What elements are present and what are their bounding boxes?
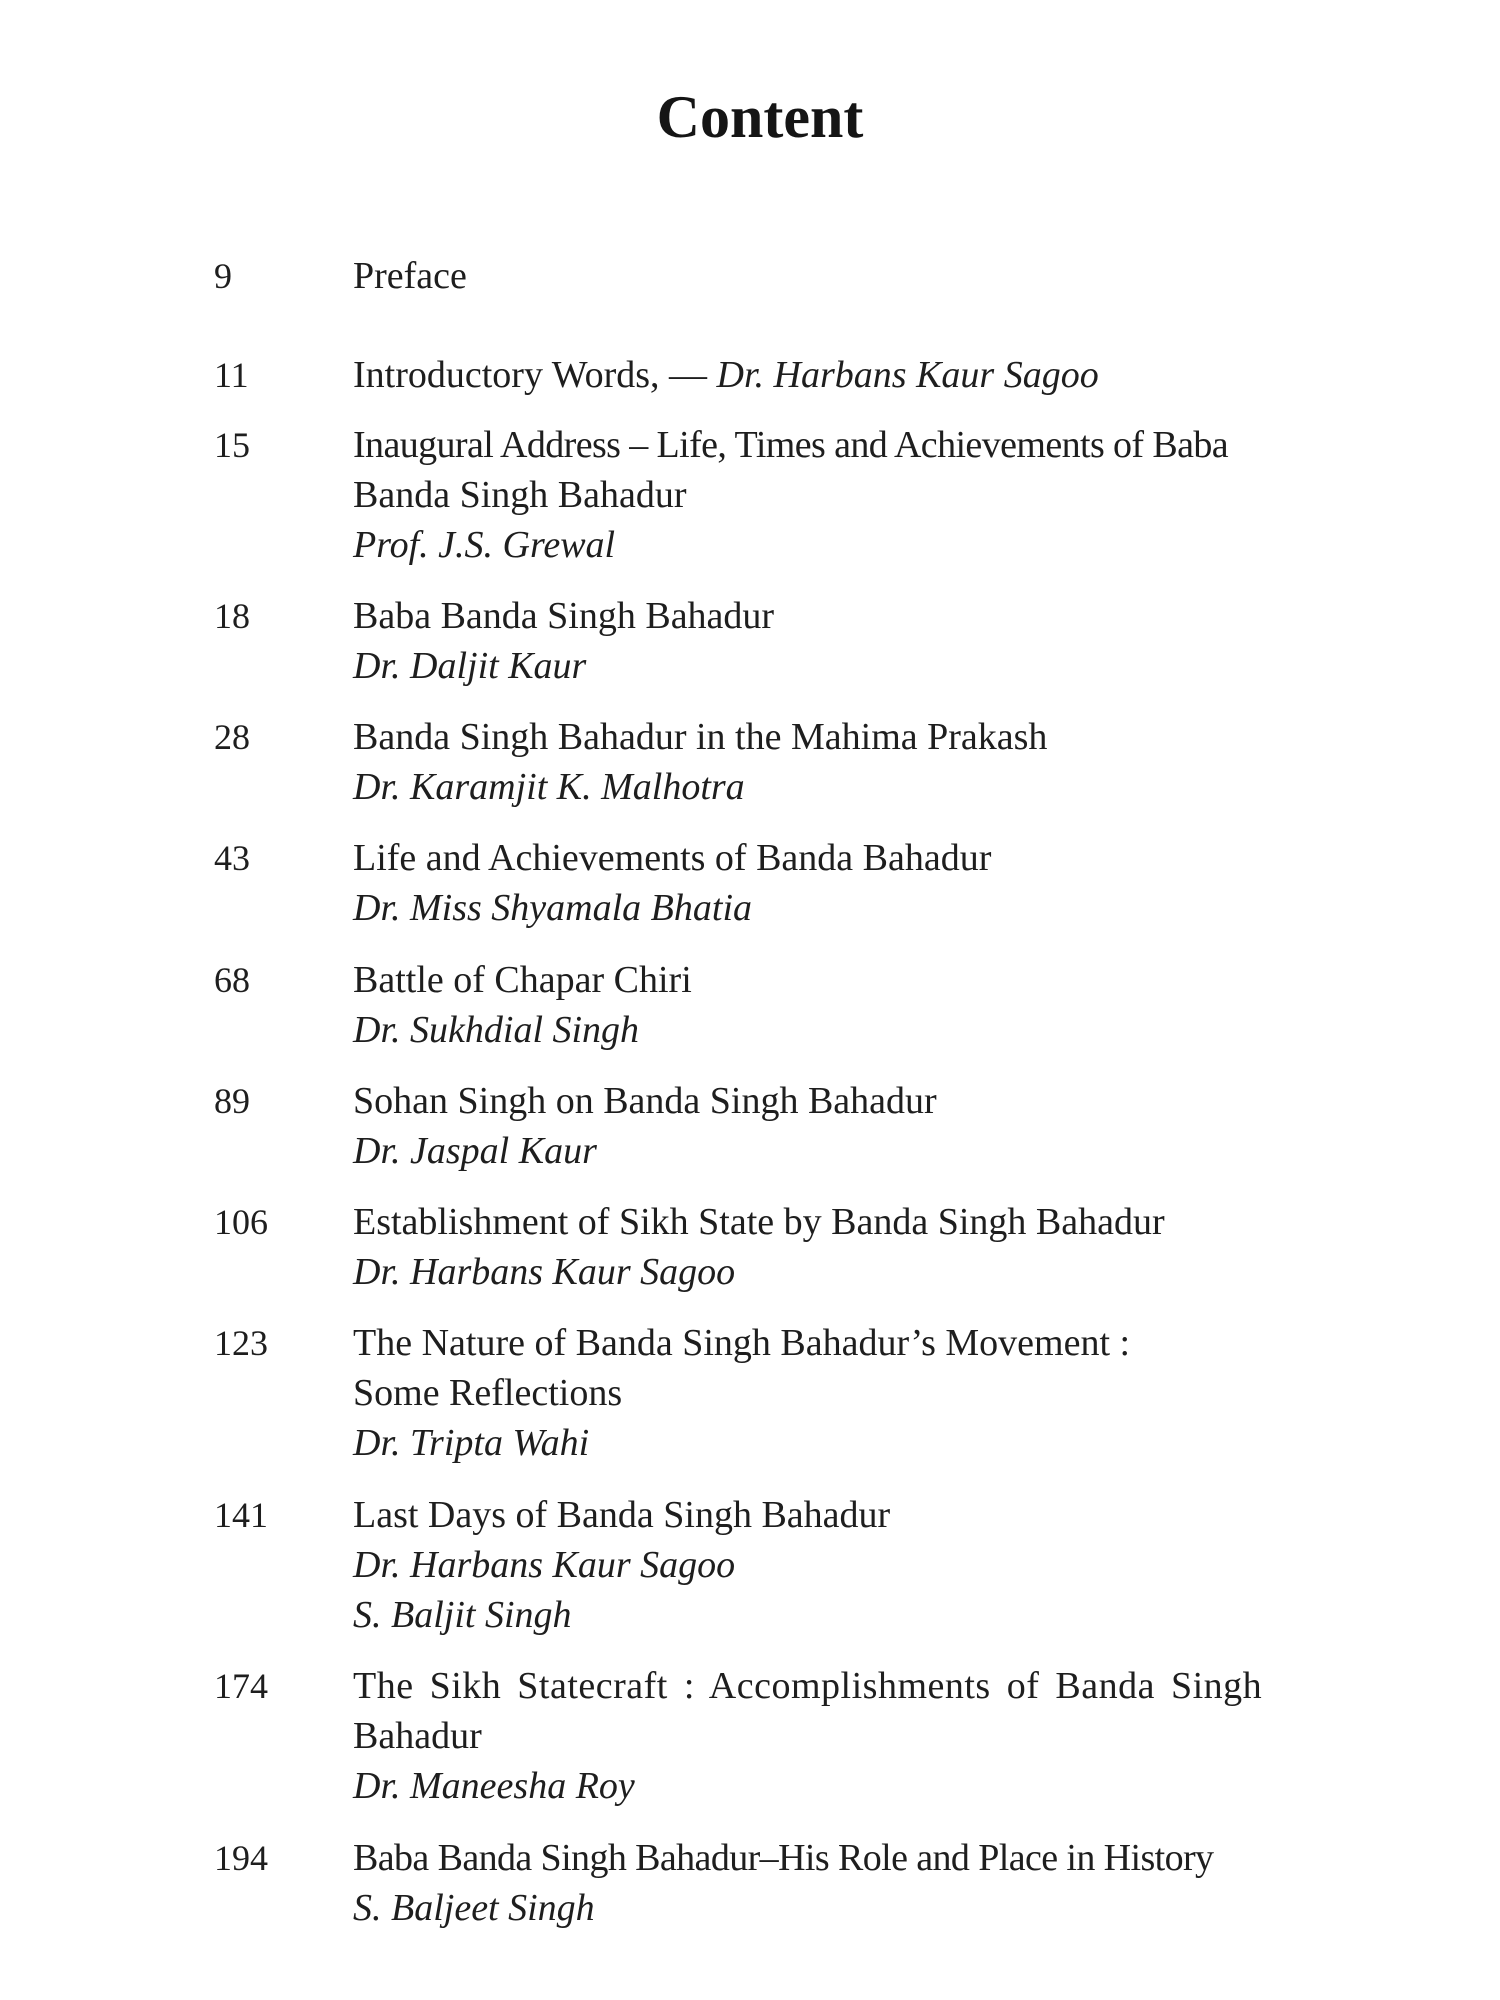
toc-entry-title: Baba Banda Singh Bahadur–His Role and Place in History — [353, 1837, 1214, 1879]
toc-page-number: 141 — [214, 1495, 268, 1535]
toc-entry-title: Battle of Chapar Chiri — [353, 959, 692, 1001]
toc-entry-author: Dr. Jaspal Kaur — [353, 1130, 597, 1172]
toc-page-number: 18 — [214, 596, 250, 636]
toc-page-number: 68 — [214, 960, 250, 1000]
toc-entry-title: Introductory Words, — — [353, 354, 708, 396]
toc-page-number: 28 — [214, 717, 250, 757]
toc-entry-author: Dr. Tripta Wahi — [353, 1422, 590, 1464]
toc-entry-title: The Sikh Statecraft : Accomplishments of Banda Singh — [353, 1665, 1263, 1707]
toc-entry-author: Dr. Harbans Kaur Sagoo — [353, 1251, 736, 1293]
toc-page-number: 194 — [214, 1838, 268, 1878]
toc-entry-title-line — [353, 350, 1433, 400]
toc-page-number: 15 — [214, 425, 250, 465]
toc-entry-author: Dr. Sukhdial Singh — [353, 1009, 640, 1051]
toc-page-number: 106 — [214, 1202, 268, 1242]
toc-entry-author: Dr. Miss Shyamala Bhatia — [353, 887, 752, 929]
toc-entry-title: Banda Singh Bahadur in the Mahima Prakash — [353, 716, 1048, 758]
toc-entry-title: Bahadur — [353, 1715, 482, 1757]
toc-entry-title: Establishment of Sikh State by Banda Singh Bahadur — [353, 1201, 1165, 1243]
page-title: Content — [656, 84, 864, 150]
toc-entry-author: Dr. Harbans Kaur Sagoo — [716, 354, 1099, 396]
toc-entry-title: Life and Achievements of Banda Bahadur — [353, 837, 992, 879]
toc-entry-author: Dr. Harbans Kaur Sagoo — [353, 1544, 736, 1586]
toc-entry-title: Sohan Singh on Banda Singh Bahadur — [353, 1080, 937, 1122]
toc-page-number: 9 — [214, 256, 232, 296]
toc-page-number: 43 — [214, 838, 250, 878]
toc-entry-title: Last Days of Banda Singh Bahadur — [353, 1494, 891, 1536]
toc-entry-author: S. Baljeet Singh — [353, 1887, 595, 1929]
toc-entry-author: Prof. J.S. Grewal — [353, 524, 616, 566]
toc-page-number: 123 — [214, 1323, 268, 1363]
toc-page-number: 89 — [214, 1081, 250, 1121]
toc-entry-author: Dr. Karamjit K. Malhotra — [353, 766, 745, 808]
toc-entry-title: Banda Singh Bahadur — [353, 474, 687, 516]
toc-entry-title: Baba Banda Singh Bahadur — [353, 595, 775, 637]
toc-entry-author: Dr. Daljit Kaur — [353, 645, 587, 687]
toc-entry-title: Some Reflections — [353, 1372, 623, 1414]
toc-entry-author: Dr. Maneesha Roy — [353, 1765, 635, 1807]
toc-entry-title: Inaugural Address – Life, Times and Achievements of Baba — [353, 424, 1229, 466]
toc-page-number: 174 — [214, 1666, 268, 1706]
toc-page-number: 11 — [214, 355, 249, 395]
toc-entry-author: S. Baljit Singh — [353, 1594, 572, 1636]
toc-entry-title: Preface — [353, 255, 467, 297]
toc-entry-title: The Nature of Banda Singh Bahadur’s Movement : — [353, 1322, 1131, 1364]
